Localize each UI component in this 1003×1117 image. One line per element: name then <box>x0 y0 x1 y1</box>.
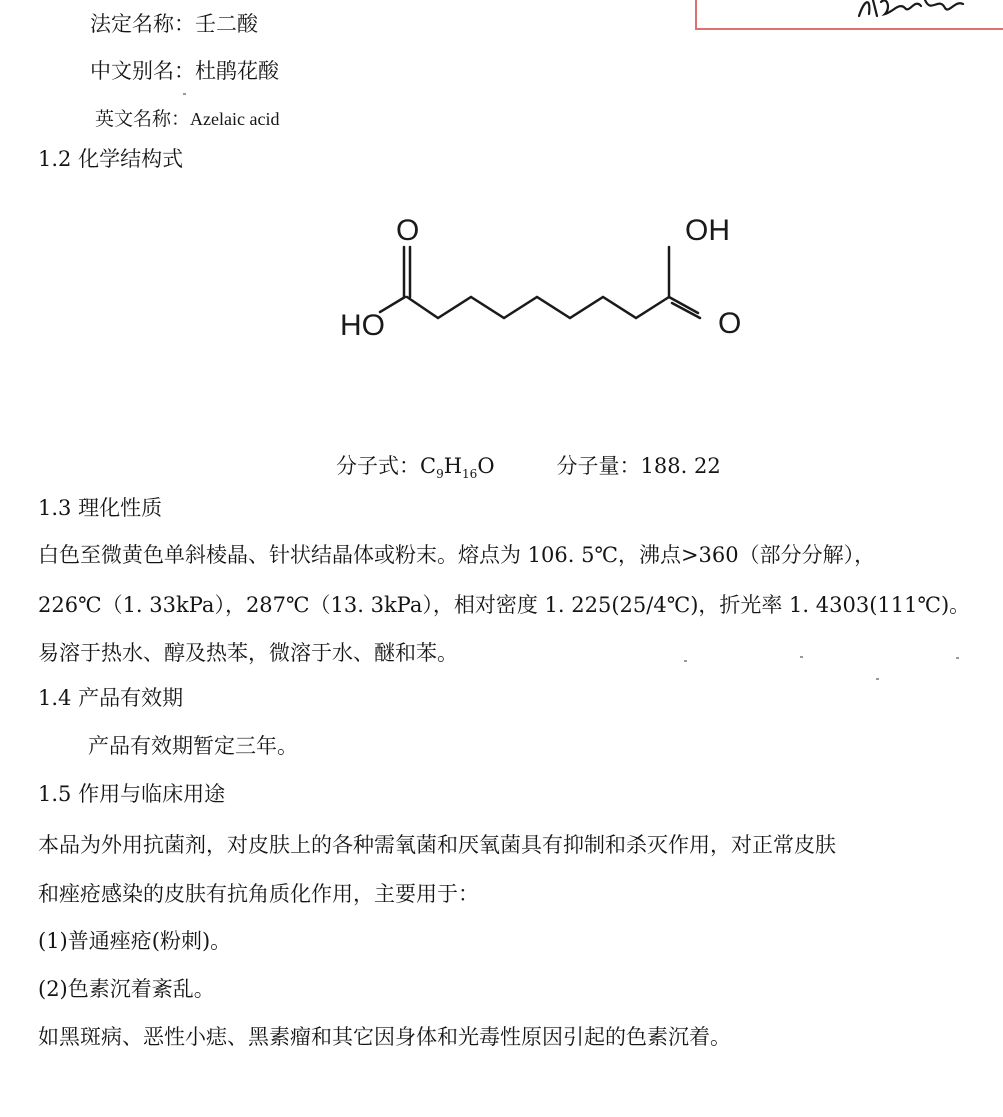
left-hydroxyl-label: HO <box>340 309 385 342</box>
right-hydroxyl-label: OH <box>685 214 730 247</box>
scan-speck <box>800 656 803 658</box>
usage-line-3: 如黑斑病、恶性小痣、黑素瘤和其它因身体和光毒性原因引起的色素沉着。 <box>38 1025 731 1049</box>
usage-item-1: (1)普通痤疮(粉刺)。 <box>38 929 232 953</box>
english-name-label: 英文名称： <box>95 108 191 130</box>
properties-line-3: 易溶于热水、醇及热苯，微溶于水、醚和苯。 <box>38 641 458 665</box>
alias-name-label: 中文别名： <box>90 59 195 83</box>
usage-line-2: 和痤疮感染的皮肤有抗角质化作用，主要用于： <box>38 882 479 906</box>
usage-line-1: 本品为外用抗菌剂，对皮肤上的各种需氧菌和厌氧菌具有抑制和杀灭作用，对正常皮肤 <box>38 833 836 857</box>
molecular-formula-line <box>336 450 721 481</box>
legal-name-line <box>90 11 258 37</box>
formula-hydrogen: H <box>443 454 463 478</box>
legal-name-value: 壬二酸 <box>195 12 258 36</box>
azelaic-acid-structure <box>330 200 760 350</box>
alias-name-line <box>90 58 279 84</box>
alias-name-value: 杜鹃花酸 <box>195 59 279 83</box>
formula-carbon-subscript: 9 <box>436 467 444 482</box>
properties-line-2: 226℃（1. 33kPa），287℃（13. 3kPa），相对密度 1. 225(25/4℃)，折光率 1. 4303(111℃)。 <box>38 593 971 617</box>
formula-carbon: C <box>420 454 437 478</box>
english-name-line <box>95 106 279 132</box>
scan-speck <box>684 660 687 662</box>
section-1-2-heading: 1.2 化学结构式 <box>38 147 184 171</box>
right-carbonyl-oxygen-label: O <box>718 307 742 340</box>
properties-line-1: 白色至微黄色单斜棱晶、针状结晶体或粉末。熔点为 106. 5℃，沸点>360（部分分解）， <box>38 543 876 567</box>
formula-label: 分子式： <box>336 454 420 478</box>
scan-speck <box>183 93 186 95</box>
formula-oxygen: O <box>477 454 495 478</box>
scan-speck <box>876 678 879 680</box>
section-1-3-heading: 1.3 理化性质 <box>38 496 163 520</box>
section-1-5-heading: 1.5 作用与临床用途 <box>38 782 226 806</box>
legal-name-label: 法定名称： <box>90 12 195 36</box>
handwritten-signature <box>855 0 975 24</box>
formula-hydrogen-subscript: 16 <box>462 467 478 482</box>
shelf-life-text: 产品有效期暂定三年。 <box>88 734 298 758</box>
scan-speck <box>956 657 959 659</box>
molecular-weight-label: 分子量： <box>556 454 641 478</box>
section-1-4-heading: 1.4 产品有效期 <box>38 686 184 710</box>
molecular-weight-value: 188. 22 <box>640 454 721 478</box>
english-name-value: Azelaic acid <box>190 109 280 129</box>
left-carbonyl-oxygen-label: O <box>396 214 420 247</box>
usage-item-2: (2)色素沉着紊乱。 <box>38 977 215 1001</box>
